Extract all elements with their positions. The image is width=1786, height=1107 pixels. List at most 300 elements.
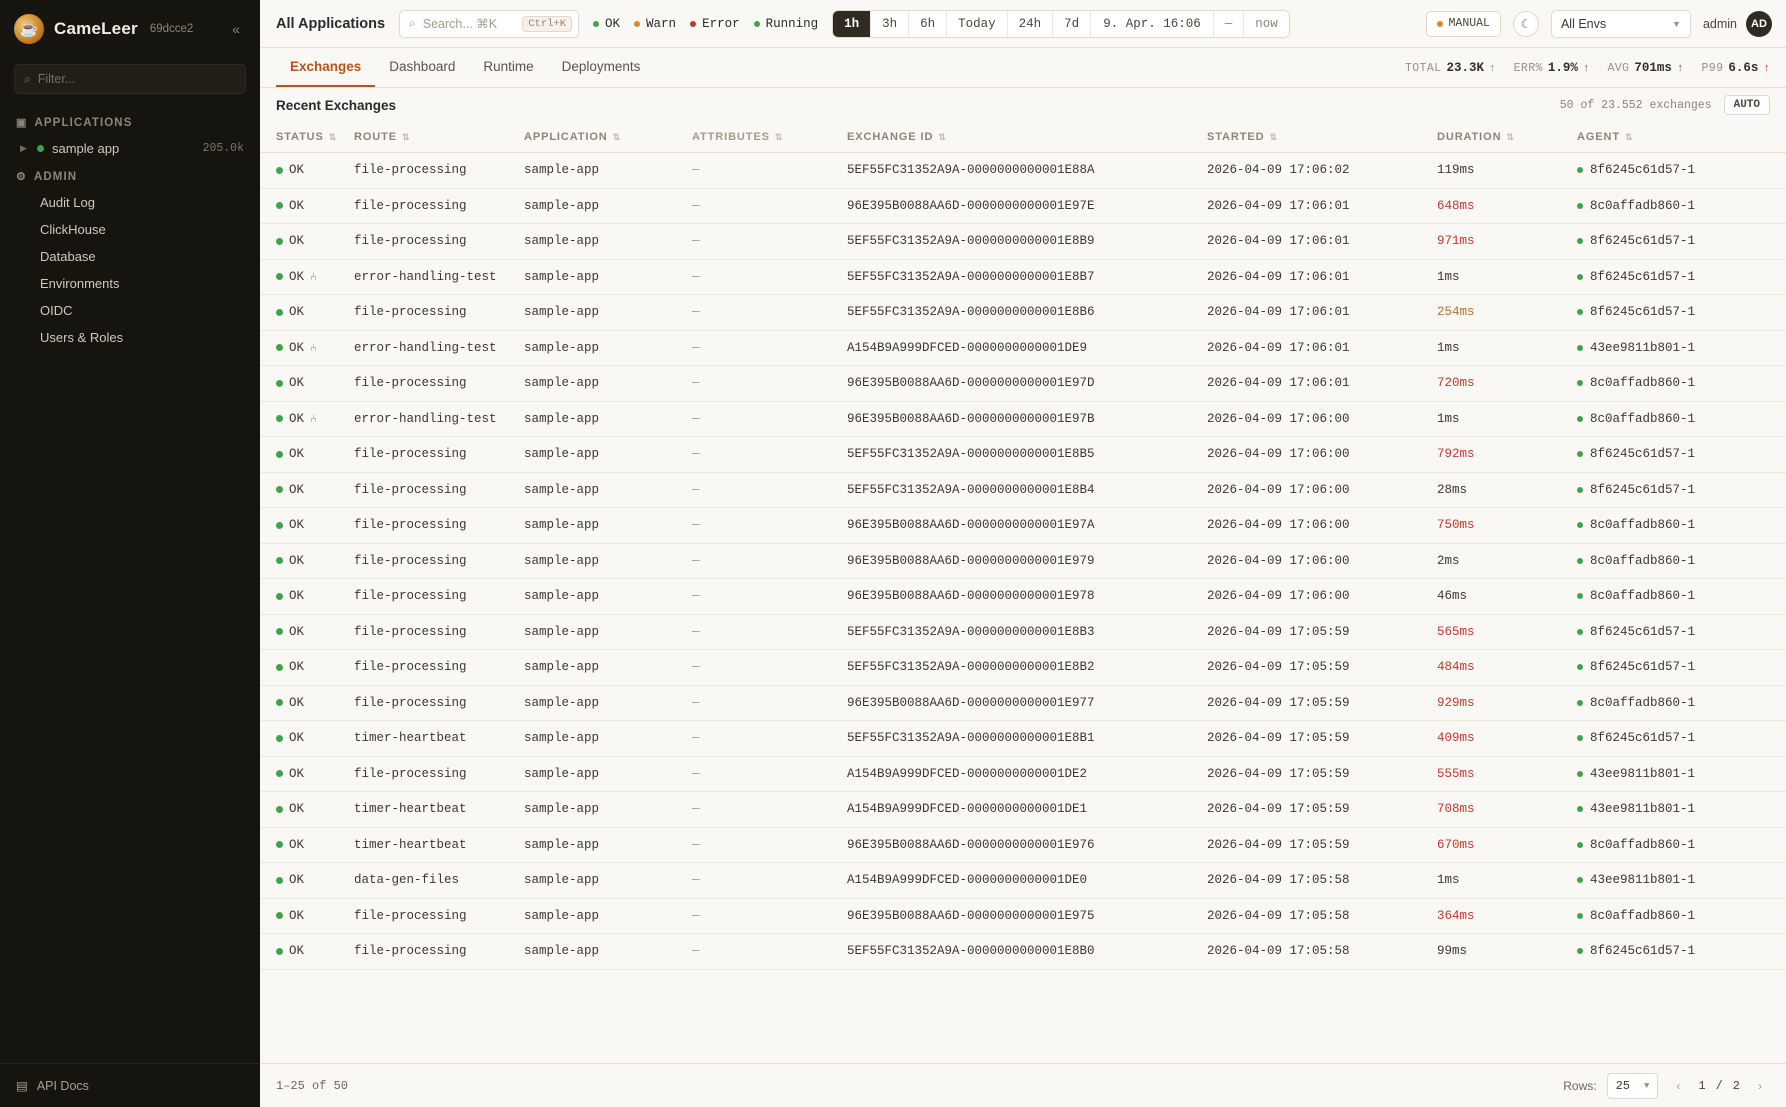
cell-started: 2026-04-09 17:05:59 xyxy=(1197,685,1427,721)
filter-label: Error xyxy=(702,16,740,31)
col-duration[interactable] xyxy=(1427,122,1567,153)
status-dot xyxy=(37,145,44,152)
table-row[interactable] xyxy=(260,650,1786,686)
top-toolbar xyxy=(260,0,1786,48)
agent-label: 8c0affadb860-1 xyxy=(1590,376,1696,391)
time-range-group xyxy=(832,10,1290,38)
moon-icon[interactable]: ☾ xyxy=(1513,11,1539,37)
cell-started: 2026-04-09 17:05:58 xyxy=(1197,863,1427,899)
cell-route: file-processing xyxy=(344,188,514,224)
table-row[interactable] xyxy=(260,543,1786,579)
cell-route: file-processing xyxy=(344,756,514,792)
cell-route: file-processing xyxy=(344,685,514,721)
cell-application: sample-app xyxy=(514,508,682,544)
status-dot xyxy=(276,912,283,919)
status-dot xyxy=(276,664,283,671)
cell-attributes: — xyxy=(682,934,837,970)
cell-route: file-processing xyxy=(344,614,514,650)
status-label: OK xyxy=(289,944,305,958)
status-dot xyxy=(276,309,283,316)
cell-agent xyxy=(1567,934,1786,970)
col-agent[interactable] xyxy=(1567,122,1786,153)
range-3h[interactable]: 3h xyxy=(871,11,909,37)
cell-attributes: — xyxy=(682,863,837,899)
cell-attributes: — xyxy=(682,543,837,579)
trend-up-icon: ↑ xyxy=(1488,62,1496,75)
agent-status-dot xyxy=(1577,877,1583,883)
table-row[interactable] xyxy=(260,188,1786,224)
table-body xyxy=(260,153,1786,970)
cell-agent xyxy=(1567,259,1786,295)
cell-attributes: — xyxy=(682,685,837,721)
cell-duration: 1ms xyxy=(1427,401,1567,437)
status-label: OK xyxy=(289,447,305,461)
table-row[interactable] xyxy=(260,721,1786,757)
status-dot xyxy=(276,273,283,280)
table-row[interactable] xyxy=(260,614,1786,650)
sort-icon: ⇅ xyxy=(1506,132,1515,142)
cell-route: data-gen-files xyxy=(344,863,514,899)
sort-icon: ⇅ xyxy=(1269,132,1278,142)
table-row[interactable] xyxy=(260,508,1786,544)
agent-label: 8f6245c61d57-1 xyxy=(1590,624,1696,639)
section-header xyxy=(260,88,1786,122)
cell-route: file-processing xyxy=(344,508,514,544)
col-label: STARTED xyxy=(1207,131,1265,143)
status-label: OK xyxy=(289,660,305,674)
exchanges-table xyxy=(260,122,1786,970)
cell-route: file-processing xyxy=(344,153,514,189)
status-dot xyxy=(276,699,283,706)
cell-status xyxy=(260,792,344,828)
metric-label: ERR% xyxy=(1513,61,1543,75)
cell-agent xyxy=(1567,508,1786,544)
agent-label: 8f6245c61d57-1 xyxy=(1590,660,1696,675)
agent-status-dot xyxy=(1577,558,1583,564)
status-label: OK xyxy=(289,766,305,781)
cell-agent xyxy=(1567,437,1786,473)
next-page-button[interactable]: › xyxy=(1758,1078,1762,1093)
table-row[interactable] xyxy=(260,685,1786,721)
status-dot xyxy=(276,486,283,493)
agent-status-dot xyxy=(1577,380,1583,386)
agent-status-dot xyxy=(1577,522,1583,528)
brand-version-hash: 69dcce2 xyxy=(149,23,194,35)
cell-started: 2026-04-09 17:06:01 xyxy=(1197,330,1427,366)
metric-p99 xyxy=(1701,61,1770,75)
chevron-right-icon[interactable]: ▶ xyxy=(20,143,27,153)
cell-agent xyxy=(1567,898,1786,934)
col-application[interactable] xyxy=(514,122,682,153)
cell-exchange-id: A154B9A999DFCED-0000000000001DE1 xyxy=(837,792,1197,828)
status-filter-running[interactable] xyxy=(754,17,819,31)
tab-exchanges[interactable]: Exchanges xyxy=(276,48,375,87)
cell-attributes: — xyxy=(682,401,837,437)
range-6h[interactable]: 6h xyxy=(909,11,947,37)
manual-refresh-button[interactable] xyxy=(1426,11,1501,37)
tab-dashboard[interactable]: Dashboard xyxy=(389,59,456,74)
table-row[interactable] xyxy=(260,756,1786,792)
metric-value: 6.6s xyxy=(1728,60,1759,75)
user-menu[interactable] xyxy=(1703,11,1772,37)
search-icon: ⌕ xyxy=(24,71,31,86)
range-to[interactable]: now xyxy=(1255,16,1278,31)
cell-exchange-id: 5EF55FC31352A9A-0000000000001E8B1 xyxy=(837,721,1197,757)
pagination-controls xyxy=(1563,1073,1770,1099)
rows-per-page-select[interactable] xyxy=(1607,1073,1659,1099)
cell-route: error-handling-test xyxy=(344,330,514,366)
cell-exchange-id: 96E395B0088AA6D-0000000000001E978 xyxy=(837,579,1197,615)
range-today[interactable]: Today xyxy=(947,11,1008,37)
status-dot xyxy=(276,770,283,777)
agent-label: 8f6245c61d57-1 xyxy=(1590,234,1696,249)
filter-field[interactable] xyxy=(38,72,236,86)
table-row[interactable] xyxy=(260,579,1786,615)
status-filter-group xyxy=(593,17,818,31)
cell-application: sample-app xyxy=(514,543,682,579)
cell-application: sample-app xyxy=(514,330,682,366)
branch-icon: ⑃ xyxy=(310,343,316,355)
cell-agent xyxy=(1567,472,1786,508)
status-dot xyxy=(276,841,283,848)
user-name: admin xyxy=(1702,16,1737,31)
cell-status xyxy=(260,685,344,721)
cell-agent xyxy=(1567,756,1786,792)
status-filter-warn[interactable] xyxy=(634,17,676,31)
status-dot xyxy=(276,451,283,458)
cell-route: file-processing xyxy=(344,472,514,508)
sidebar-section-applications xyxy=(0,108,260,135)
table-row[interactable] xyxy=(260,898,1786,934)
cell-application: sample-app xyxy=(514,721,682,757)
cell-started: 2026-04-09 17:06:00 xyxy=(1197,401,1427,437)
cell-started: 2026-04-09 17:06:00 xyxy=(1197,508,1427,544)
status-label: OK xyxy=(289,376,305,390)
status-dot xyxy=(276,415,283,422)
filter-label: OK xyxy=(605,16,621,31)
status-dot xyxy=(276,948,283,955)
cell-started: 2026-04-09 17:05:58 xyxy=(1197,898,1427,934)
cell-started: 2026-04-09 17:06:02 xyxy=(1197,153,1427,189)
section-label: APPLICATIONS xyxy=(34,116,133,129)
cell-application: sample-app xyxy=(514,898,682,934)
cell-attributes: — xyxy=(682,508,837,544)
agent-status-dot xyxy=(1577,167,1583,173)
status-label: OK xyxy=(289,269,305,284)
cell-route: file-processing xyxy=(344,579,514,615)
col-status[interactable] xyxy=(260,122,344,153)
status-dot xyxy=(276,806,283,813)
agent-status-dot xyxy=(1577,274,1583,280)
tab-runtime[interactable]: Runtime xyxy=(483,59,534,74)
status-filter-error[interactable] xyxy=(690,17,740,31)
cell-agent xyxy=(1567,366,1786,402)
agent-label: 8f6245c61d57-1 xyxy=(1590,482,1696,497)
cell-duration: 99ms xyxy=(1427,934,1567,970)
agent-label: 8f6245c61d57-1 xyxy=(1590,305,1696,320)
result-count: 50 of 23.552 exchanges xyxy=(1559,98,1712,112)
search-input[interactable] xyxy=(399,10,579,38)
sidebar-item-users-roles[interactable]: Users & Roles xyxy=(40,330,124,345)
status-label: OK xyxy=(289,873,305,887)
col-route[interactable] xyxy=(344,122,514,153)
cell-agent xyxy=(1567,401,1786,437)
status-label: OK xyxy=(289,482,305,497)
metric-label: P99 xyxy=(1701,61,1724,75)
sidebar-filter-input[interactable] xyxy=(14,64,246,94)
table-row[interactable] xyxy=(260,366,1786,402)
status-dot xyxy=(276,380,283,387)
sort-icon: ⇅ xyxy=(402,132,411,142)
agent-label: 43ee9811b801-1 xyxy=(1590,766,1696,781)
cell-started: 2026-04-09 17:05:59 xyxy=(1197,827,1427,863)
cell-application: sample-app xyxy=(514,863,682,899)
sort-icon: ⇅ xyxy=(1625,132,1634,142)
cell-duration: 720ms xyxy=(1427,366,1567,402)
sidebar-item-oidc[interactable]: OIDC xyxy=(40,303,73,318)
tab-bar xyxy=(260,48,1786,88)
metric-avg xyxy=(1607,61,1683,75)
col-label: EXCHANGE ID xyxy=(847,131,934,143)
cell-exchange-id: 96E395B0088AA6D-0000000000001E97B xyxy=(837,401,1197,437)
cell-attributes: — xyxy=(682,366,837,402)
agent-label: 8f6245c61d57-1 xyxy=(1590,944,1696,959)
col-label: STATUS xyxy=(276,131,324,143)
agent-label: 43ee9811b801-1 xyxy=(1590,340,1696,355)
status-label: OK xyxy=(289,589,305,603)
status-label: OK xyxy=(289,624,305,639)
cell-agent xyxy=(1567,224,1786,260)
status-dot xyxy=(276,628,283,635)
metric-value: 1.9% xyxy=(1547,60,1578,75)
sidebar-item-sample-app[interactable] xyxy=(0,135,260,162)
status-dot-running xyxy=(754,21,760,27)
cell-agent xyxy=(1567,295,1786,331)
agent-status-dot xyxy=(1577,203,1583,209)
cell-status xyxy=(260,330,344,366)
status-dot-warn xyxy=(634,21,640,27)
cell-application: sample-app xyxy=(514,188,682,224)
sidebar-item-database[interactable]: Database xyxy=(40,249,96,264)
status-label: OK xyxy=(289,340,305,355)
sidebar-item-api-docs[interactable] xyxy=(0,1063,260,1107)
range-7d[interactable]: 7d xyxy=(1053,11,1091,37)
cell-attributes: — xyxy=(682,472,837,508)
prev-page-button[interactable]: ‹ xyxy=(1676,1078,1681,1093)
cell-application: sample-app xyxy=(514,472,682,508)
agent-label: 8f6245c61d57-1 xyxy=(1590,163,1696,178)
cell-application: sample-app xyxy=(514,259,682,295)
pagination-range: 1–25 of 50 xyxy=(276,1078,349,1093)
cell-duration: 1ms xyxy=(1427,330,1567,366)
agent-label: 8c0affadb860-1 xyxy=(1590,837,1696,852)
page-current: 1 xyxy=(1698,1078,1706,1093)
agent-label: 8c0affadb860-1 xyxy=(1590,695,1696,710)
auto-refresh-button[interactable]: AUTO xyxy=(1724,95,1770,115)
cell-status xyxy=(260,898,344,934)
sort-icon: ⇅ xyxy=(938,132,947,142)
cell-status xyxy=(260,827,344,863)
table-row[interactable] xyxy=(260,827,1786,863)
search-shortcut-badge: Ctrl+K xyxy=(522,16,572,32)
table-header-row xyxy=(260,122,1786,153)
cell-attributes: — xyxy=(682,224,837,260)
cell-exchange-id: 5EF55FC31352A9A-0000000000001E8B5 xyxy=(837,437,1197,473)
range-from[interactable]: 9. Apr. 16:06 xyxy=(1091,11,1214,37)
table-row[interactable] xyxy=(260,472,1786,508)
exchanges-table-container[interactable] xyxy=(260,122,1786,1063)
cell-status xyxy=(260,472,344,508)
sidebar-header xyxy=(0,0,260,58)
table-row[interactable] xyxy=(260,259,1786,295)
metric-value: 23.3K xyxy=(1446,60,1484,75)
cell-status xyxy=(260,259,344,295)
sidebar-item-audit-log[interactable]: Audit Log xyxy=(40,195,95,210)
cell-duration: 46ms xyxy=(1427,579,1567,615)
page-separator: / xyxy=(1715,1078,1723,1093)
agent-label: 8f6245c61d57-1 xyxy=(1590,447,1696,462)
cell-exchange-id: 5EF55FC31352A9A-0000000000001E8B4 xyxy=(837,472,1197,508)
cell-status xyxy=(260,295,344,331)
cell-duration: 28ms xyxy=(1427,472,1567,508)
cell-duration: 364ms xyxy=(1427,898,1567,934)
sidebar-item-environments[interactable]: Environments xyxy=(40,276,120,291)
avatar: AD xyxy=(1746,11,1772,37)
cell-started: 2026-04-09 17:05:59 xyxy=(1197,614,1427,650)
sort-icon: ⇅ xyxy=(612,132,622,142)
status-filter-ok[interactable] xyxy=(593,17,620,31)
cell-exchange-id: 96E395B0088AA6D-0000000000001E97D xyxy=(837,366,1197,402)
cell-application: sample-app xyxy=(514,437,682,473)
main-area xyxy=(260,0,1786,1107)
status-dot xyxy=(276,238,283,245)
sidebar-item-label: sample app xyxy=(52,141,120,156)
cell-attributes: — xyxy=(682,721,837,757)
agent-label: 8c0affadb860-1 xyxy=(1590,518,1696,533)
cell-route: file-processing xyxy=(344,543,514,579)
cell-started: 2026-04-09 17:05:59 xyxy=(1197,721,1427,757)
cell-exchange-id: 5EF55FC31352A9A-0000000000001E8B3 xyxy=(837,614,1197,650)
book-icon: ▤ xyxy=(16,1079,28,1093)
status-dot xyxy=(276,522,283,529)
agent-status-dot xyxy=(1577,806,1583,812)
table-row[interactable] xyxy=(260,934,1786,970)
cell-duration: 648ms xyxy=(1427,188,1567,224)
cell-duration: 1ms xyxy=(1427,259,1567,295)
cell-agent xyxy=(1567,721,1786,757)
sort-icon: ⇅ xyxy=(774,132,784,142)
cell-attributes: — xyxy=(682,188,837,224)
agent-status-dot xyxy=(1577,771,1583,777)
status-label: OK xyxy=(289,731,305,745)
metric-total xyxy=(1405,61,1496,75)
range-1h[interactable]: 1h xyxy=(833,11,871,37)
cell-application: sample-app xyxy=(514,934,682,970)
cell-route: timer-heartbeat xyxy=(344,792,514,828)
cell-application: sample-app xyxy=(514,685,682,721)
cell-exchange-id: 96E395B0088AA6D-0000000000001E979 xyxy=(837,543,1197,579)
table-row[interactable] xyxy=(260,792,1786,828)
metric-value: 701ms xyxy=(1634,60,1672,75)
cell-attributes: — xyxy=(682,153,837,189)
sidebar-collapse-icon[interactable]: « xyxy=(232,21,240,37)
cell-route: file-processing xyxy=(344,934,514,970)
gear-icon: ⚙ xyxy=(16,171,27,183)
cell-duration: 254ms xyxy=(1427,295,1567,331)
status-dot-ok xyxy=(593,21,599,27)
chevron-down-icon: ▼ xyxy=(1643,1080,1650,1091)
table-row[interactable] xyxy=(260,437,1786,473)
col-started[interactable] xyxy=(1197,122,1427,153)
table-row[interactable] xyxy=(260,295,1786,331)
cell-route: file-processing xyxy=(344,437,514,473)
section-title: Recent Exchanges xyxy=(276,97,397,113)
cell-exchange-id: A154B9A999DFCED-0000000000001DE0 xyxy=(837,863,1197,899)
agent-status-dot xyxy=(1577,238,1583,244)
cell-status xyxy=(260,437,344,473)
cell-attributes: — xyxy=(682,792,837,828)
agent-label: 8c0affadb860-1 xyxy=(1590,908,1696,923)
cell-status xyxy=(260,366,344,402)
environment-select[interactable] xyxy=(1551,10,1691,38)
cell-application: sample-app xyxy=(514,756,682,792)
table-row[interactable] xyxy=(260,863,1786,899)
cell-agent xyxy=(1567,685,1786,721)
chevron-down-icon: ▼ xyxy=(1672,18,1681,29)
table-row[interactable] xyxy=(260,153,1786,189)
status-label: OK xyxy=(289,802,305,816)
cell-status xyxy=(260,579,344,615)
cell-route: file-processing xyxy=(344,224,514,260)
col-label: DURATION xyxy=(1437,131,1502,143)
cell-application: sample-app xyxy=(514,827,682,863)
cell-agent xyxy=(1567,330,1786,366)
cell-status xyxy=(260,188,344,224)
cell-duration: 2ms xyxy=(1427,543,1567,579)
status-label: OK xyxy=(289,198,305,213)
cell-duration: 971ms xyxy=(1427,224,1567,260)
rows-per-page-label: Rows: xyxy=(1563,1078,1597,1093)
table-row[interactable] xyxy=(260,224,1786,260)
manual-dot-icon xyxy=(1437,21,1443,27)
manual-label: MANUAL xyxy=(1448,17,1490,30)
range-24h[interactable]: 24h xyxy=(1008,11,1054,37)
top-right-group xyxy=(1426,10,1772,38)
cell-started: 2026-04-09 17:06:00 xyxy=(1197,579,1427,615)
col-attributes[interactable] xyxy=(682,122,837,153)
table-row[interactable] xyxy=(260,401,1786,437)
cell-route: file-processing xyxy=(344,650,514,686)
cell-route: error-handling-test xyxy=(344,401,514,437)
sidebar-item-clickhouse[interactable]: ClickHouse xyxy=(40,222,106,237)
cell-started: 2026-04-09 17:05:58 xyxy=(1197,934,1427,970)
cell-agent xyxy=(1567,650,1786,686)
tab-deployments[interactable]: Deployments xyxy=(561,59,641,74)
cell-exchange-id: A154B9A999DFCED-0000000000001DE2 xyxy=(837,756,1197,792)
agent-status-dot xyxy=(1577,948,1583,954)
cell-agent xyxy=(1567,153,1786,189)
agent-label: 8c0affadb860-1 xyxy=(1590,589,1696,604)
metric-label: TOTAL xyxy=(1404,61,1442,75)
table-row[interactable] xyxy=(260,330,1786,366)
branch-icon: ⑃ xyxy=(310,272,316,284)
api-docs-label: API Docs xyxy=(36,1078,89,1093)
cell-attributes: — xyxy=(682,259,837,295)
cell-agent xyxy=(1567,188,1786,224)
col-exchange-id[interactable] xyxy=(837,122,1197,153)
agent-label: 8c0affadb860-1 xyxy=(1590,553,1696,568)
cell-duration: 708ms xyxy=(1427,792,1567,828)
